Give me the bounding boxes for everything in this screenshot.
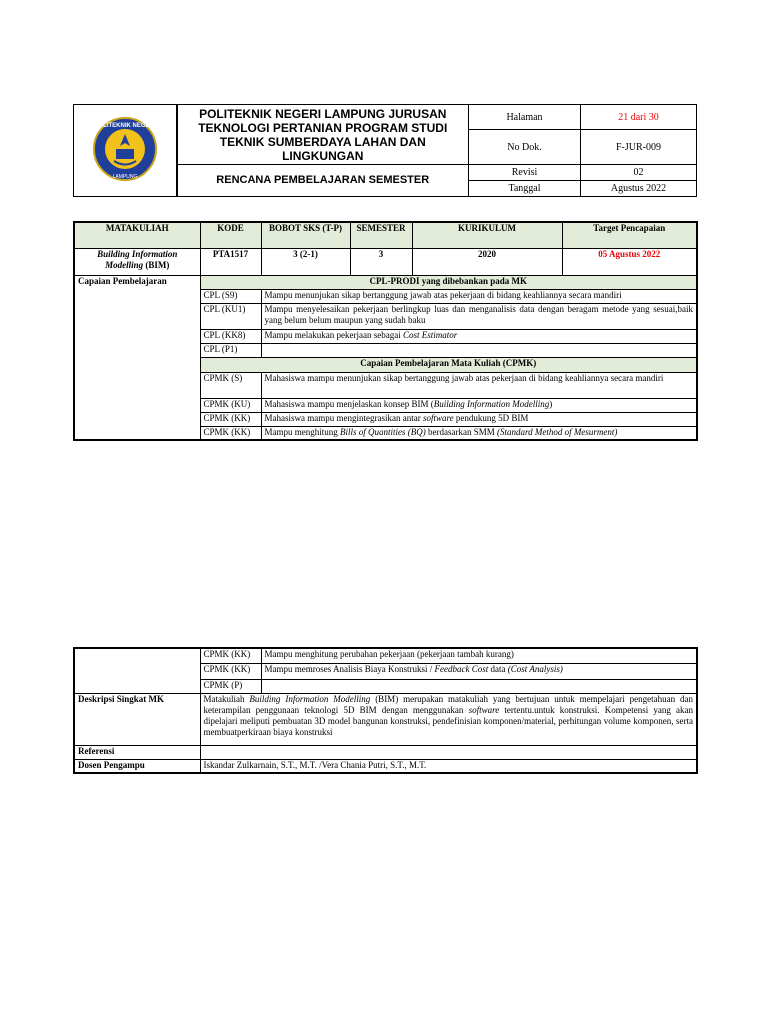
svg-text:LAMPUNG: LAMPUNG [112,174,138,180]
cpl-band: CPL-PRODI yang dibebankan pada MK [200,275,697,289]
cpmk-desc [261,679,697,693]
deskripsi-row [74,693,697,745]
meta-label-revisi: Revisi [469,165,581,181]
cpl-code: CPL (S9) [200,289,261,303]
col-header-semester: SEMESTER [350,222,412,248]
institution-logo [92,116,158,182]
cpl-code: CPL (KK8) [200,329,261,343]
institution-name: POLITEKNIK NEGERI LAMPUNG JURUSAN TEKNOLOGI PERTANIAN PROGRAM STUDI TEKNIK SUMBERDAYA LAHAN DAN LINGKUNGAN [177,105,469,165]
svg-text:POLITEKNIK NEGERI: POLITEKNIK NEGERI [94,123,156,129]
meta-value-halaman: 21 dari 30 [581,105,697,130]
dosen-label: Dosen Pengampu [74,759,200,773]
course-name: Building Information Modelling (BIM) [74,248,200,275]
cpmk-desc: Mampu menghitung Bills of Quantities (BQ) berdasarkan SMM (Standard Method of Mesurment) [261,426,697,440]
cpmk-desc: Mampu memroses Analisis Biaya Konstruksi / Feedback Cost data (Cost Analysis) [261,663,697,679]
cpmk-code: CPMK (KK) [200,426,261,440]
meta-value-revisi: 02 [581,165,697,181]
cpmk-code: CPMK (KK) [200,648,261,663]
course-row [74,248,697,275]
col-header-kurikulum: KURIKULUM [412,222,562,248]
course-sks: 3 (2-1) [261,248,350,275]
document-header [73,104,697,197]
meta-label-nodok: No Dok. [469,130,581,165]
course-semester: 3 [350,248,412,275]
col-header-sks: BOBOT SKS (T-P) [261,222,350,248]
col-header-target: Target Pencapaian [562,222,697,248]
empty-label-cell [74,648,200,693]
dosen-row [74,759,697,773]
meta-label-tanggal: Tanggal [469,181,581,197]
cpmk-code: CPMK (KU) [200,398,261,412]
cpl-code: CPL (P1) [200,343,261,357]
course-code: PTA1517 [200,248,261,275]
cpl-desc: Mampu menunjukan sikap bertanggung jawab atas pekerjaan di bidang keahliannya secara mandiri [261,289,697,303]
cpl-code: CPL (KU1) [200,303,261,329]
col-header-kode: KODE [200,222,261,248]
course-kurikulum: 2020 [412,248,562,275]
course-target: 05 Agustus 2022 [562,248,697,275]
meta-label-halaman: Halaman [469,105,581,130]
deskripsi-label: Deskripsi Singkat MK [74,693,200,745]
document-title: RENCANA PEMBELAJARAN SEMESTER [177,165,469,197]
cpmk-code: CPMK (KK) [200,663,261,679]
cpmk-desc: Mahasiswa mampu menjelaskan konsep BIM (Building Information Modelling) [261,398,697,412]
cpmk-band: Capaian Pembelajaran Mata Kuliah (CPMK) [200,357,697,372]
dosen-value: Iskandar Zulkarnain, S.T., M.T. /Vera Chania Putri, S.T., M.T. [200,759,697,773]
meta-value-nodok: F-JUR-009 [581,130,697,165]
cpmk-desc: Mahasiswa mampu menunjukan sikap bertanggung jawab atas pekerjaan di bidang keahliannya secara mandiri [261,372,697,398]
referensi-label: Referensi [74,745,200,759]
cpmk-code: CPMK (KK) [200,412,261,426]
referensi-row [74,745,697,759]
referensi-value [200,745,697,759]
cpmk-desc: Mampu menghitung perubahan pekerjaan (pekerjaan tambah kurang) [261,648,697,663]
cpl-desc [261,343,697,357]
cpmk-code: CPMK (S) [200,372,261,398]
cpmk-row [74,648,697,663]
cpmk-code: CPMK (P) [200,679,261,693]
cpl-desc: Mampu melakukan pekerjaan sebagai Cost Estimator [261,329,697,343]
logo-cell [74,105,177,197]
deskripsi-text: Matakuliah Building Information Modelling (BIM) merupakan matakuliah yang bertujuan untuk mempelajari pengetahuan dan keterampilan penggunaan teknologi 5D BIM dengan menggunakan software tertentu.untuk konstruksi. Kompetensi yang akan dipelajari meliputi pembuatan 3D model bangunan konstruksi, pendefinisian komponen/material, perhitungan volume komponen, serta membuatperkiraan biaya konstruksi [200,693,697,745]
cpmk-desc: Mahasiswa mampu mengintegrasikan antar software pendukung 5D BIM [261,412,697,426]
meta-value-tanggal: Agustus 2022 [581,181,697,197]
cpl-desc: Mampu menyelesaikan pekerjaan berlingkup luas dan menganalisis data dengan beragam metode yang sesuai,baik yang belum belum maupun yang sudah baku [261,303,697,329]
course-header-row [74,222,697,248]
continuation-table [73,647,698,774]
capaian-label: Capaian Pembelajaran [74,275,200,440]
course-table [73,221,698,441]
col-header-matakuliah: MATAKULIAH [74,222,200,248]
